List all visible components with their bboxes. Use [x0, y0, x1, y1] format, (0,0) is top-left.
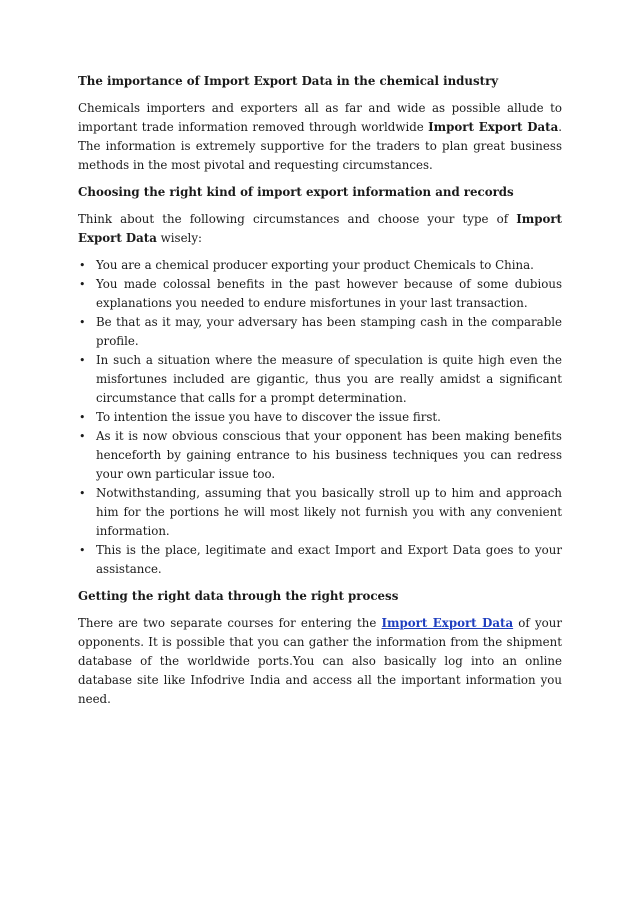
paragraph-courses-text-a: There are two separate courses for entering the: [78, 616, 382, 630]
list-item-text: You made colossal benefits in the past however because of some dubious explanations you needed to endure misfortunes in your last transaction.: [96, 277, 562, 310]
bullet-icon: •: [79, 354, 86, 367]
bullet-icon: •: [79, 278, 86, 291]
bullet-icon: •: [79, 430, 86, 443]
bullet-icon: •: [79, 259, 86, 272]
paragraph-think: [78, 210, 562, 248]
list-item-text: In such a situation where the measure of speculation is quite high even the misfortunes included are gigantic, thus you are really amidst a significant circumstance that calls for a prompt determination.: [96, 353, 562, 405]
paragraph-think-bold: Import Export Data: [78, 212, 562, 245]
list-item: [78, 313, 562, 351]
list-item-text: Notwithstanding, assuming that you basically stroll up to him and approach him for the portions he will most likely not furnish you with any convenient information.: [96, 486, 562, 538]
paragraph-intro-bold: Import Export Data: [428, 120, 559, 134]
paragraph-think-text-a: Think about the following circumstances and choose your type of: [78, 212, 517, 226]
list-item-text: This is the place, legitimate and exact Import and Export Data goes to your assistance.: [96, 543, 562, 576]
paragraph-think-text-b: wisely:: [156, 231, 202, 245]
list-item-text: Be that as it may, your adversary has been stamping cash in the comparable profile.: [96, 315, 562, 348]
list-item: [78, 275, 562, 313]
heading-getting: Getting the right data through the right process: [78, 589, 399, 603]
paragraph-intro-text-a: Chemicals importers and exporters all as far and wide as possible allude to important trade information removed through worldwide: [78, 101, 562, 134]
bullet-list: [78, 256, 562, 579]
list-item-text: As it is now obvious conscious that your opponent has been making benefits henceforth by gaining entrance to his business techniques you can redress your own particular issue too.: [96, 429, 562, 481]
heading-choosing: Choosing the right kind of import export information and records: [78, 185, 514, 199]
paragraph-intro-text-b: . The information is extremely supportive for the traders to plan great business methods in the most pivotal and requesting circumstances.: [78, 120, 562, 172]
list-item: [78, 256, 562, 275]
list-item: [78, 427, 562, 484]
list-item: [78, 484, 562, 541]
bullet-icon: •: [79, 316, 86, 329]
paragraph-courses: [78, 614, 562, 709]
import-export-data-link[interactable]: Import Export Data: [381, 616, 514, 630]
bullet-icon: •: [79, 544, 86, 557]
heading-importance: The importance of Import Export Data in the chemical industry: [78, 74, 499, 88]
list-item: [78, 541, 562, 579]
list-item-text: To intention the issue you have to discover the issue first.: [96, 410, 441, 424]
paragraph-intro: [78, 99, 562, 175]
bullet-icon: •: [79, 411, 86, 424]
list-item-text: You are a chemical producer exporting your product Chemicals to China.: [96, 258, 534, 272]
paragraph-courses-text-b: of your opponents. It is possible that you can gather the information from the shipment database of the worldwide ports.You can also basically log into an online database site like Infodrive India and access all the important information you need.: [78, 616, 562, 706]
bullet-icon: •: [79, 487, 86, 500]
list-item: [78, 408, 562, 427]
document-page: [78, 72, 562, 717]
list-item: [78, 351, 562, 408]
